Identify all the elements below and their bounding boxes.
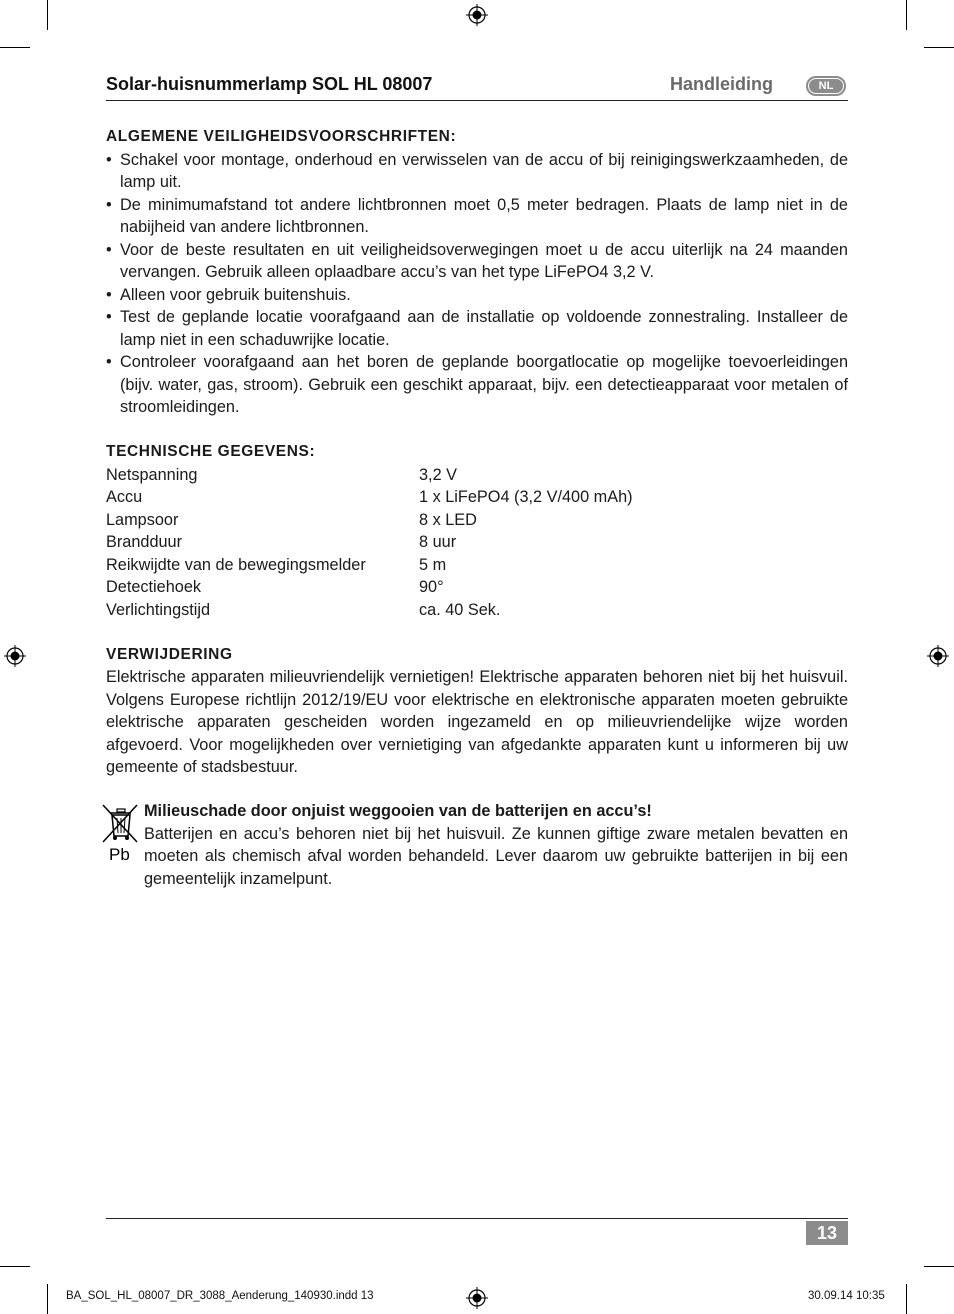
table-row bbox=[106, 599, 633, 622]
registration-mark-icon bbox=[927, 645, 949, 667]
crop-mark bbox=[924, 47, 954, 48]
spec-value: 1 x LiFePO4 (3,2 V/400 mAh) bbox=[419, 488, 633, 506]
spec-label: Netspanning bbox=[106, 465, 198, 484]
icon-label: Pb bbox=[109, 845, 130, 864]
spec-value: 5 m bbox=[419, 555, 447, 574]
registration-mark-icon bbox=[4, 645, 26, 667]
list-item: • De minimumafstand tot andere lichtbronnen moet 0,5 meter bedragen. Plaats de lamp niet in de nabijheid van andere lichtbronnen. bbox=[106, 194, 848, 239]
list-item: • Controleer voorafgaand aan het boren de geplande boorgatlocatie op mogelijke toevoerleidingen (bijv. water, gas, stroom). Gebruik een geschikt apparaat, bijv. een detectieapparaat voor metalen of stroomleidingen. bbox=[106, 351, 848, 419]
safety-list bbox=[106, 149, 848, 419]
table-row bbox=[106, 509, 633, 532]
crop-mark bbox=[906, 0, 907, 30]
table-row bbox=[106, 486, 633, 509]
crop-mark bbox=[906, 1284, 907, 1314]
list-item: • Voor de beste resultaten en uit veiligheidsoverwegingen moet u de accu uiterlijk na 24 maanden vervangen. Gebruik alleen oplaadbare accu’s van het type LiFePO4 3,2 V. bbox=[106, 239, 848, 284]
spec-value: 8 uur bbox=[419, 533, 457, 551]
spec-value: 8 x LED bbox=[419, 510, 477, 529]
list-item: • Alleen voor gebruik buitenshuis. bbox=[106, 284, 848, 307]
warning-text: Batterijen en accu’s behoren niet bij het huisvuil. Ze kunnen giftige zware metalen bevatten en moeten als chemisch afval worden behandeld. Lever daarom uw gebruikte batterijen in bij een gemeentelijk inzamelpunt. bbox=[144, 824, 848, 888]
battery-warning bbox=[100, 800, 848, 890]
spec-label: Accu bbox=[106, 488, 143, 506]
warning-title: Milieuschade door onjuist weggooien van de batterijen en accu’s! bbox=[144, 802, 652, 820]
safety-heading: ALGEMENE VEILIGHEIDSVOORSCHRIFTEN: bbox=[106, 128, 457, 145]
spec-label: Detectiehoek bbox=[106, 578, 202, 596]
crossed-out-bin-icon bbox=[100, 802, 140, 864]
table-row bbox=[106, 464, 633, 487]
slug-date: 30.09.14 10:35 bbox=[808, 1290, 885, 1302]
language-badge: NL bbox=[806, 76, 846, 96]
warning-body bbox=[144, 800, 848, 890]
spec-label: Lampsoor bbox=[106, 510, 179, 529]
spec-value: 90° bbox=[419, 578, 444, 596]
crop-mark bbox=[47, 0, 48, 30]
crop-mark bbox=[924, 1266, 954, 1267]
list-item: • Test de geplande locatie voorafgaand aan de installatie op voldoende zonnestraling. Installeer de lamp niet in een schaduwrijke locatie. bbox=[106, 306, 848, 351]
spec-label: Reikwijdte van de bewegingsmelder bbox=[106, 555, 366, 574]
spec-value: 3,2 V bbox=[419, 465, 458, 484]
disposal-text: Elektrische apparaten milieuvriendelijk vernietigen! Elektrische apparaten behoren niet bij het huisvuil. Volgens Europese richtlijn 2012/19/EU voor elektrische en elektronische apparaten moeten gebruikte elektrische apparaten gescheiden worden ingezameld en op milieuvriendelijke wijze worden afgevoerd. Voor mogelijkheden over vernietiging van afgedankte apparaten kunt u informeren bij uw gemeente of stadsbestuur. bbox=[106, 668, 848, 776]
header-divider bbox=[106, 100, 848, 101]
registration-mark-icon bbox=[466, 4, 488, 26]
table-row bbox=[106, 576, 633, 599]
specs-heading: TECHNISCHE GEGEVENS: bbox=[106, 443, 316, 460]
slug-file: BA_SOL_HL_08007_DR_3088_Aenderung_140930.indd 13 bbox=[66, 1290, 374, 1302]
table-row bbox=[106, 531, 633, 554]
spec-label: Brandduur bbox=[106, 533, 183, 551]
list-item: • Schakel voor montage, onderhoud en verwisselen van de accu of bij reinigingswerkzaamheden, de lamp uit. bbox=[106, 149, 848, 194]
specs-table bbox=[106, 464, 633, 622]
manual-label: Handleiding bbox=[670, 74, 773, 94]
page-number: 13 bbox=[806, 1221, 848, 1245]
footer-divider bbox=[106, 1218, 848, 1219]
spec-label: Verlichtingstijd bbox=[106, 600, 211, 619]
main-content bbox=[106, 126, 848, 779]
table-row bbox=[106, 554, 633, 577]
crop-mark bbox=[0, 47, 30, 48]
registration-mark-icon bbox=[466, 1287, 488, 1309]
crop-mark bbox=[0, 1266, 30, 1267]
disposal-heading: VERWIJDERING bbox=[106, 645, 233, 663]
crop-mark bbox=[47, 1284, 48, 1314]
spec-value: ca. 40 Sek. bbox=[419, 600, 501, 619]
page-title: Solar-huisnummerlamp SOL HL 08007 bbox=[106, 74, 433, 94]
